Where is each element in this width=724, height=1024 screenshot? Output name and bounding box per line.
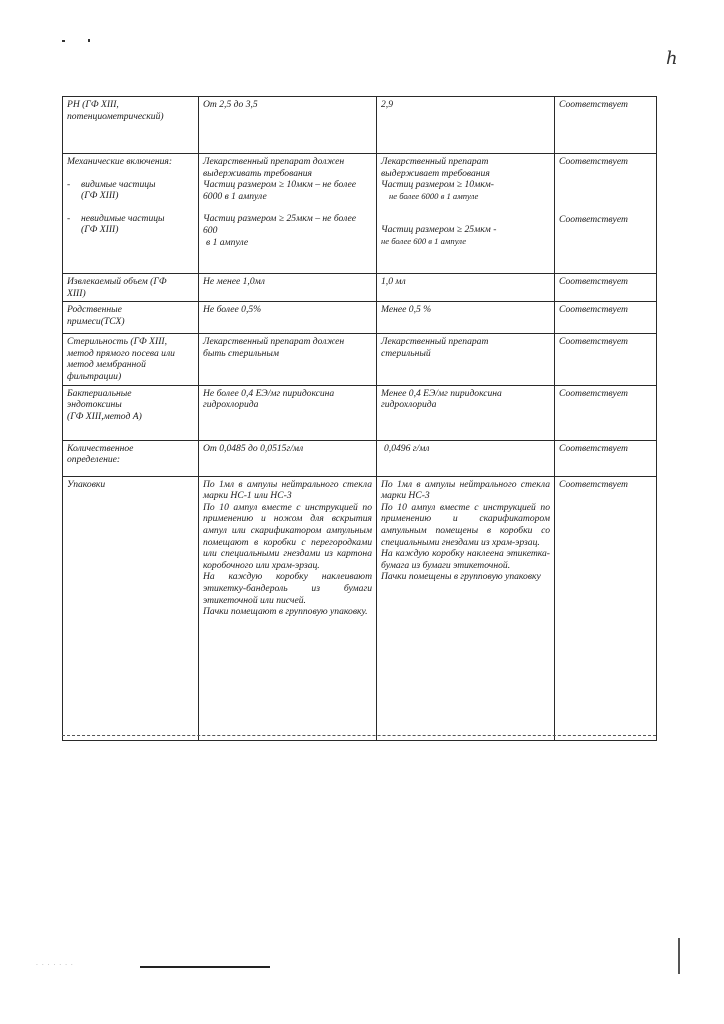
param-line: РН (ГФ XIII, <box>67 99 119 110</box>
result-cell <box>377 274 555 302</box>
param-subitem: - невидимые частицы <box>67 212 165 224</box>
param-line: невидимые частицы <box>81 212 165 224</box>
param-line: Количественное <box>67 442 134 454</box>
norm-cell <box>199 476 377 740</box>
param-line: XIII) <box>67 287 86 299</box>
result-line: не более 600 в 1 ампуле <box>381 235 467 246</box>
conclusion-cell <box>555 440 657 476</box>
table-row <box>63 302 657 334</box>
param-line: потенциометрический) <box>67 110 164 122</box>
conclusion-cell <box>555 97 657 154</box>
result-line: 1,0 мл <box>381 276 406 287</box>
conclusion-cell <box>555 274 657 302</box>
norm-line: выдерживать требования <box>203 167 313 179</box>
result-line: Менее 0,5 % <box>381 304 432 316</box>
param-cell <box>63 440 199 476</box>
param-line: Бактериальные <box>67 387 132 399</box>
param-line: Механические включения: <box>67 156 173 167</box>
param-cell <box>63 274 199 302</box>
conclusion-cell <box>555 334 657 385</box>
norm-paragraph: На каждую коробку наклеивают этикетку-бандероль из бумаги этикеточной или писчей. <box>203 571 372 606</box>
table-row <box>63 440 657 476</box>
param-line: Извлекаемый объем (ГФ <box>67 276 167 287</box>
result-paragraph: На каждую коробку наклеена этикетка-бумага из бумаги этикеточной. <box>381 548 550 571</box>
norm-cell <box>199 302 377 334</box>
param-line: (ГФ XIII) <box>81 224 119 236</box>
scan-dot <box>62 40 65 42</box>
table-row <box>63 97 657 154</box>
result-cell <box>377 440 555 476</box>
norm-line: Частиц размером ≥ 10мкм – не более <box>203 179 357 191</box>
param-line: метод мембранной <box>67 359 146 371</box>
conclusion-line: Соответствует <box>559 213 628 225</box>
result-paragraph: По 10 ампул вместе с инструкцией по применению и скарификатором ампульным помещены в коробки со специальными гнездами из храм-эрзац. <box>381 501 550 548</box>
specification-table <box>62 96 657 741</box>
result-line: Лекарственный препарат <box>381 336 489 348</box>
conclusion-cell <box>555 385 657 440</box>
param-line: Стерильность (ГФ XIII, <box>67 336 167 348</box>
conclusion-line: Соответствует <box>559 478 628 490</box>
result-paragraph: Пачки помещены в групповую упаковку <box>381 571 541 583</box>
norm-cell <box>199 385 377 440</box>
param-line: Родственные <box>67 304 122 316</box>
param-line: Упаковки <box>67 478 106 490</box>
conclusion-line: Соответствует <box>559 156 628 167</box>
table-row <box>63 385 657 440</box>
result-cell <box>377 334 555 385</box>
param-cell <box>63 476 199 740</box>
norm-cell <box>199 154 377 274</box>
conclusion-cell <box>555 476 657 740</box>
conclusion-line: Соответствует <box>559 276 628 287</box>
result-cell <box>377 154 555 274</box>
conclusion-cell <box>555 154 657 274</box>
conclusion-line: Соответствует <box>559 304 628 316</box>
norm-line: Не более 0,5% <box>203 304 262 316</box>
norm-cell <box>199 440 377 476</box>
handwritten-mark: h <box>666 48 678 69</box>
param-line: фильтрации) <box>67 370 122 382</box>
conclusion-cell <box>555 302 657 334</box>
norm-line: 6000 в 1 ампуле <box>203 190 267 202</box>
result-line: 2,9 <box>381 99 393 110</box>
result-cell <box>377 97 555 154</box>
norm-line: Частиц размером ≥ 25мкм – не более <box>203 213 357 225</box>
param-line: (ГФ XIII,метод А) <box>67 410 142 422</box>
param-line: метод прямого посева или <box>67 347 175 359</box>
result-line: стерильный <box>381 347 431 359</box>
param-line: примеси(ТСХ) <box>67 315 125 327</box>
norm-line: гидрохлорида <box>203 399 259 411</box>
norm-line: Не менее 1,0мл <box>203 276 265 287</box>
norm-paragraph: Пачки помещают в групповую упаковку. <box>203 606 368 618</box>
param-cell <box>63 334 199 385</box>
param-line: (ГФ XIII) <box>81 190 119 202</box>
param-line: видимые частицы <box>81 178 156 190</box>
table-row <box>63 334 657 385</box>
param-cell <box>63 97 199 154</box>
result-paragraph: По 1мл в ампулы нейтрального стекла марки НС-3 <box>381 478 550 502</box>
norm-paragraph: По 1мл в ампулы нейтрального стекла марки НС-1 или НС-3 <box>203 478 372 502</box>
param-line: эндотоксины <box>67 399 122 411</box>
result-line: гидрохлорида <box>381 399 437 411</box>
result-line: Частиц размером ≥ 10мкм- <box>381 179 494 191</box>
param-subitem: - видимые частицы <box>67 178 156 190</box>
table-row <box>63 476 657 740</box>
norm-cell <box>199 274 377 302</box>
table-row <box>63 154 657 274</box>
conclusion-line: Соответствует <box>559 99 628 110</box>
norm-line: быть стерильным <box>203 347 279 359</box>
result-line: выдерживает требования <box>381 167 490 179</box>
norm-paragraph: По 10 ампул вместе с инструкцией по применению и ножом для вскрытия ампул или скарификатором ампульным помещают в коробки с перегородками или специальными гнездами из картона коробочного или храм-эрзац. <box>203 501 372 571</box>
param-cell <box>63 385 199 440</box>
norm-line: Лекарственный препарат должен <box>203 156 345 167</box>
result-line: Частиц размером ≥ 25мкм - <box>381 224 497 236</box>
scan-artifact: · · · · · · · <box>36 962 74 969</box>
conclusion-line: Соответствует <box>559 387 628 399</box>
norm-line: От 2,5 до 3,5 <box>203 99 258 110</box>
result-line: Лекарственный препарат <box>381 156 489 167</box>
conclusion-line: Соответствует <box>559 336 628 348</box>
result-cell <box>377 302 555 334</box>
norm-cell <box>199 334 377 385</box>
norm-line: Не более 0,4 ЕЭ/мг пиридоксина <box>203 387 335 399</box>
result-cell <box>377 476 555 740</box>
param-cell <box>63 154 199 274</box>
table-row <box>63 274 657 302</box>
norm-line: От 0,0485 до 0,0515г/мл <box>203 442 304 454</box>
scan-artifact-bar <box>140 966 270 968</box>
norm-line: Лекарственный препарат должен <box>203 336 345 348</box>
bottom-rule <box>62 735 656 736</box>
conclusion-line: Соответствует <box>559 442 628 454</box>
result-line: не более 6000 в 1 ампуле <box>389 190 479 201</box>
scan-edge-mark <box>678 938 680 974</box>
norm-line: 600 <box>203 224 218 236</box>
param-cell <box>63 302 199 334</box>
norm-line: в 1 ампуле <box>206 236 249 248</box>
scan-dot <box>88 39 90 42</box>
result-line: 0,0496 г/мл <box>384 442 430 454</box>
result-cell <box>377 385 555 440</box>
norm-cell <box>199 97 377 154</box>
result-line: Менее 0,4 ЕЭ/мг пиридоксина <box>381 387 502 399</box>
param-line: определение: <box>67 454 121 466</box>
